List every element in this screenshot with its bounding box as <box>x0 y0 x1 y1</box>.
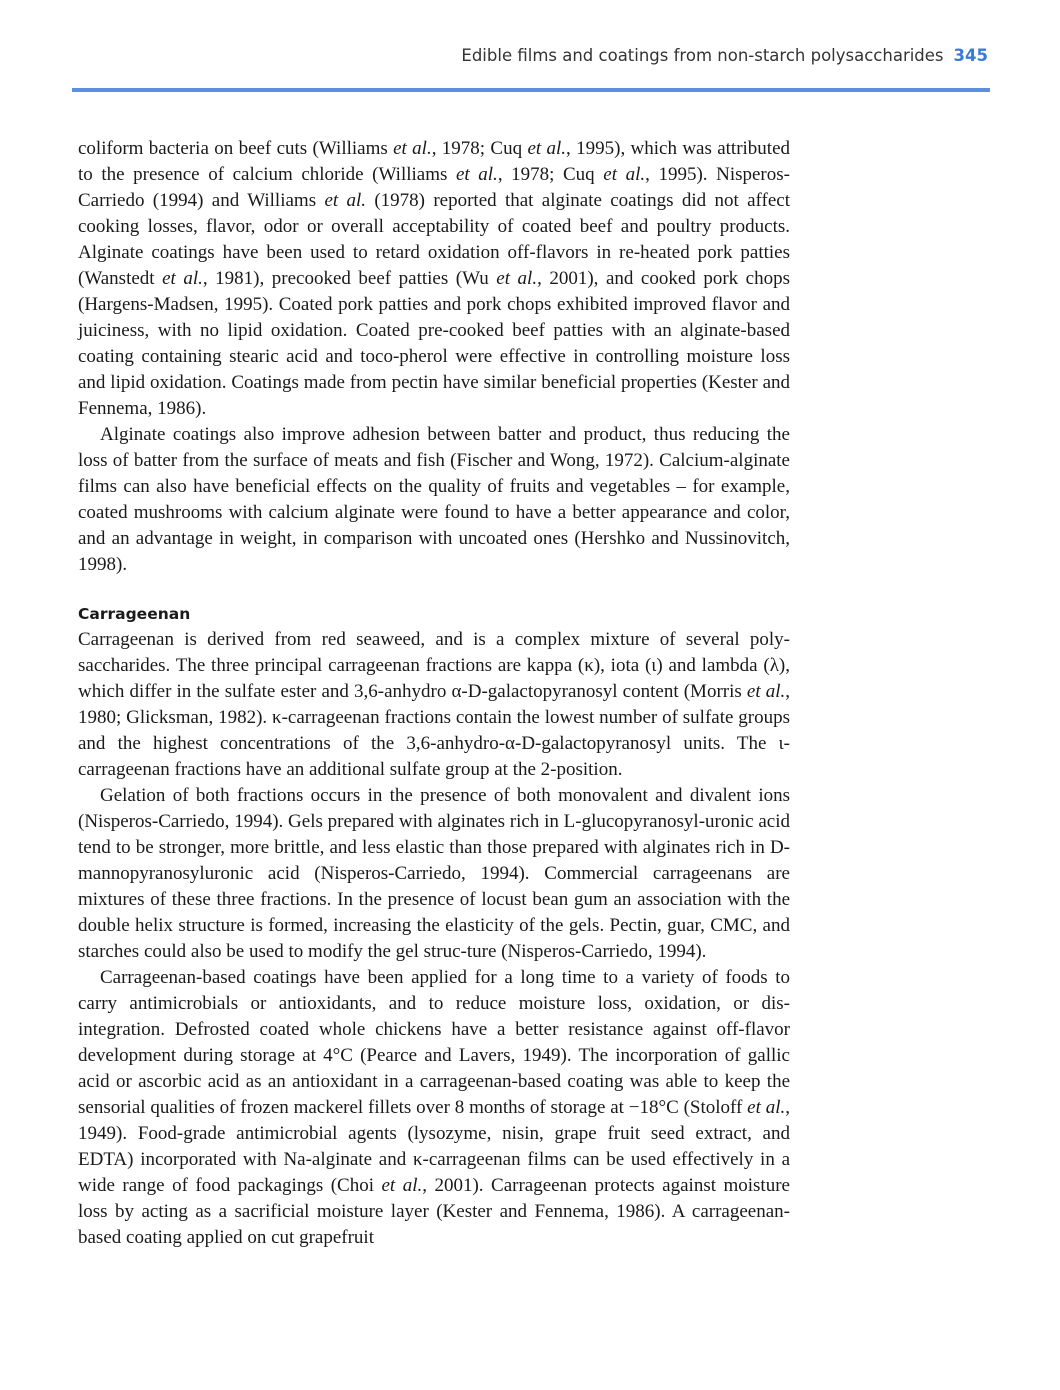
citation-et-al: et al. <box>746 681 786 702</box>
citation-et-al: et al. <box>496 268 538 289</box>
paragraph-gelation <box>78 783 790 965</box>
paragraph-carrageenan-intro <box>78 627 790 783</box>
citation-et-al: et al. <box>324 190 367 211</box>
citation-et-al: et al. <box>747 1097 786 1118</box>
body-text <box>78 136 790 1251</box>
running-head <box>461 46 988 65</box>
text-run: , 1995). Nisperos-Carriedo (1994) and Williams <box>78 164 790 211</box>
paragraph-continued <box>78 136 790 422</box>
section-heading-carrageenan: Carrageenan <box>78 605 191 623</box>
citation-et-al: et al. <box>381 1175 423 1196</box>
text-run: Gelation of both fractions occurs in the presence of both monovalent and divalent ions (Nisperos-Carriedo, 1994). Gels prepared with alginates rich in L-glucopyranosyl-uronic acid tend to be stronger, more brittle, and less elastic than those prepared with alginates rich in D-mannopyranosyluronic acid (Nisperos-Carriedo, 1994). Commercial carrageenans are mixtures of these three fractions. In the presence of locust bean gum an association with the double helix structure is formed, increasing the elasticity of the gels. Pectin, guar, CMC, and starches could also be used to modify the gel struc-ture (Nisperos-Carriedo, 1994). <box>78 785 790 962</box>
text-run: Carrageenan is derived from red seaweed, and is a complex mixture of several poly-saccharides. The three principal carrageenan fractions are kappa (κ), iota (ι) and lambda (λ), which differ in the sulfate ester and 3,6-anhydro α-D-galactopyranosyl content (Morris <box>78 629 790 702</box>
text-run: , 1995), which was attributed to the presence of calcium chloride (Williams <box>78 138 791 185</box>
citation-et-al: et al. <box>162 268 203 289</box>
text-run: , 1949). Food-grade antimicrobial agents (lysozyme, nisin, grape fruit seed extract, and EDTA) incorporated with Na-alginate and κ-carrageenan films can be used effectively in a wide range of food packagings (Choi <box>78 1097 790 1196</box>
text-run: , 2001). Carrageenan protects against moisture loss by acting as a sacrificial moisture layer (Kester and Fennema, 1986). A carrageenan-based coating applied on cut grapefruit <box>78 1175 790 1248</box>
text-run: , 1981), precooked beef patties (Wu <box>202 268 497 289</box>
header-rule <box>72 88 990 92</box>
paragraph-alginate-adhesion <box>78 422 790 578</box>
text-run: Carrageenan-based coatings have been applied for a long time to a variety of foods to carry antimicrobials or antioxidants, and to reduce moisture loss, oxidation, or dis-integration. Defrosted coated whole chickens have a better resistance against off-flavor development during storage at 4°C (Pearce and Lavers, 1949). The incorporation of gallic acid or ascorbic acid as an antioxidant in a carrageenan-based coating was able to keep the sensorial qualities of frozen mackerel fillets over 8 months of storage at −18°C (Stoloff <box>78 967 790 1118</box>
text-run: , 2001), and cooked pork chops (Hargens-Madsen, 1995). Coated pork patties and pork chops exhibited improved flavor and juiciness, with no lipid oxidation. Coated pre-cooked beef patties with an alginate-based coating containing stearic acid and toco-pherol were effective in controlling moisture loss and lipid oxidation. Coatings made from pectin have similar beneficial properties (Kester and Fennema, 1986). <box>78 268 791 419</box>
text-run: , 1980; Glicksman, 1982). κ-carrageenan fractions contain the lowest number of sulfate groups and the highest concentrations of the 3,6-anhydro-α-D-galactopyranosyl units. The ι-carrageenan fractions have an additional sulfate group at the 2-position. <box>78 681 790 780</box>
text-run: coliform bacteria on beef cuts (Williams <box>78 138 394 159</box>
text-run: , 1978; Cuq <box>431 138 528 159</box>
paragraph-carrageenan-coatings <box>78 965 790 1251</box>
text-run: , 1978; Cuq <box>497 164 604 185</box>
running-title: Edible films and coatings from non-starch polysaccharides <box>461 46 944 65</box>
text-run: Alginate coatings also improve adhesion between batter and product, thus reducing the loss of batter from the surface of meats and fish (Fischer and Wong, 1972). Calcium-alginate films can also have beneficial effects on the quality of fruits and vegetables – for example, coated mushrooms with calcium alginate were found to have a better appearance and color, and an advantage in weight, in comparison with uncoated ones (Hershko and Nussinovitch, 1998). <box>78 424 790 575</box>
text-run: (1978) reported that alginate coatings did not affect cooking losses, flavor, odor or overall acceptability of coated beef and poultry products. Alginate coatings have been used to retard oxidation off-flavors in re-heated pork patties (Wanstedt <box>78 190 790 289</box>
citation-et-al: et al. <box>393 138 432 159</box>
citation-et-al: et al. <box>603 164 646 185</box>
citation-et-al: et al. <box>527 138 567 159</box>
page-number: 345 <box>953 46 988 65</box>
citation-et-al: et al. <box>455 164 498 185</box>
